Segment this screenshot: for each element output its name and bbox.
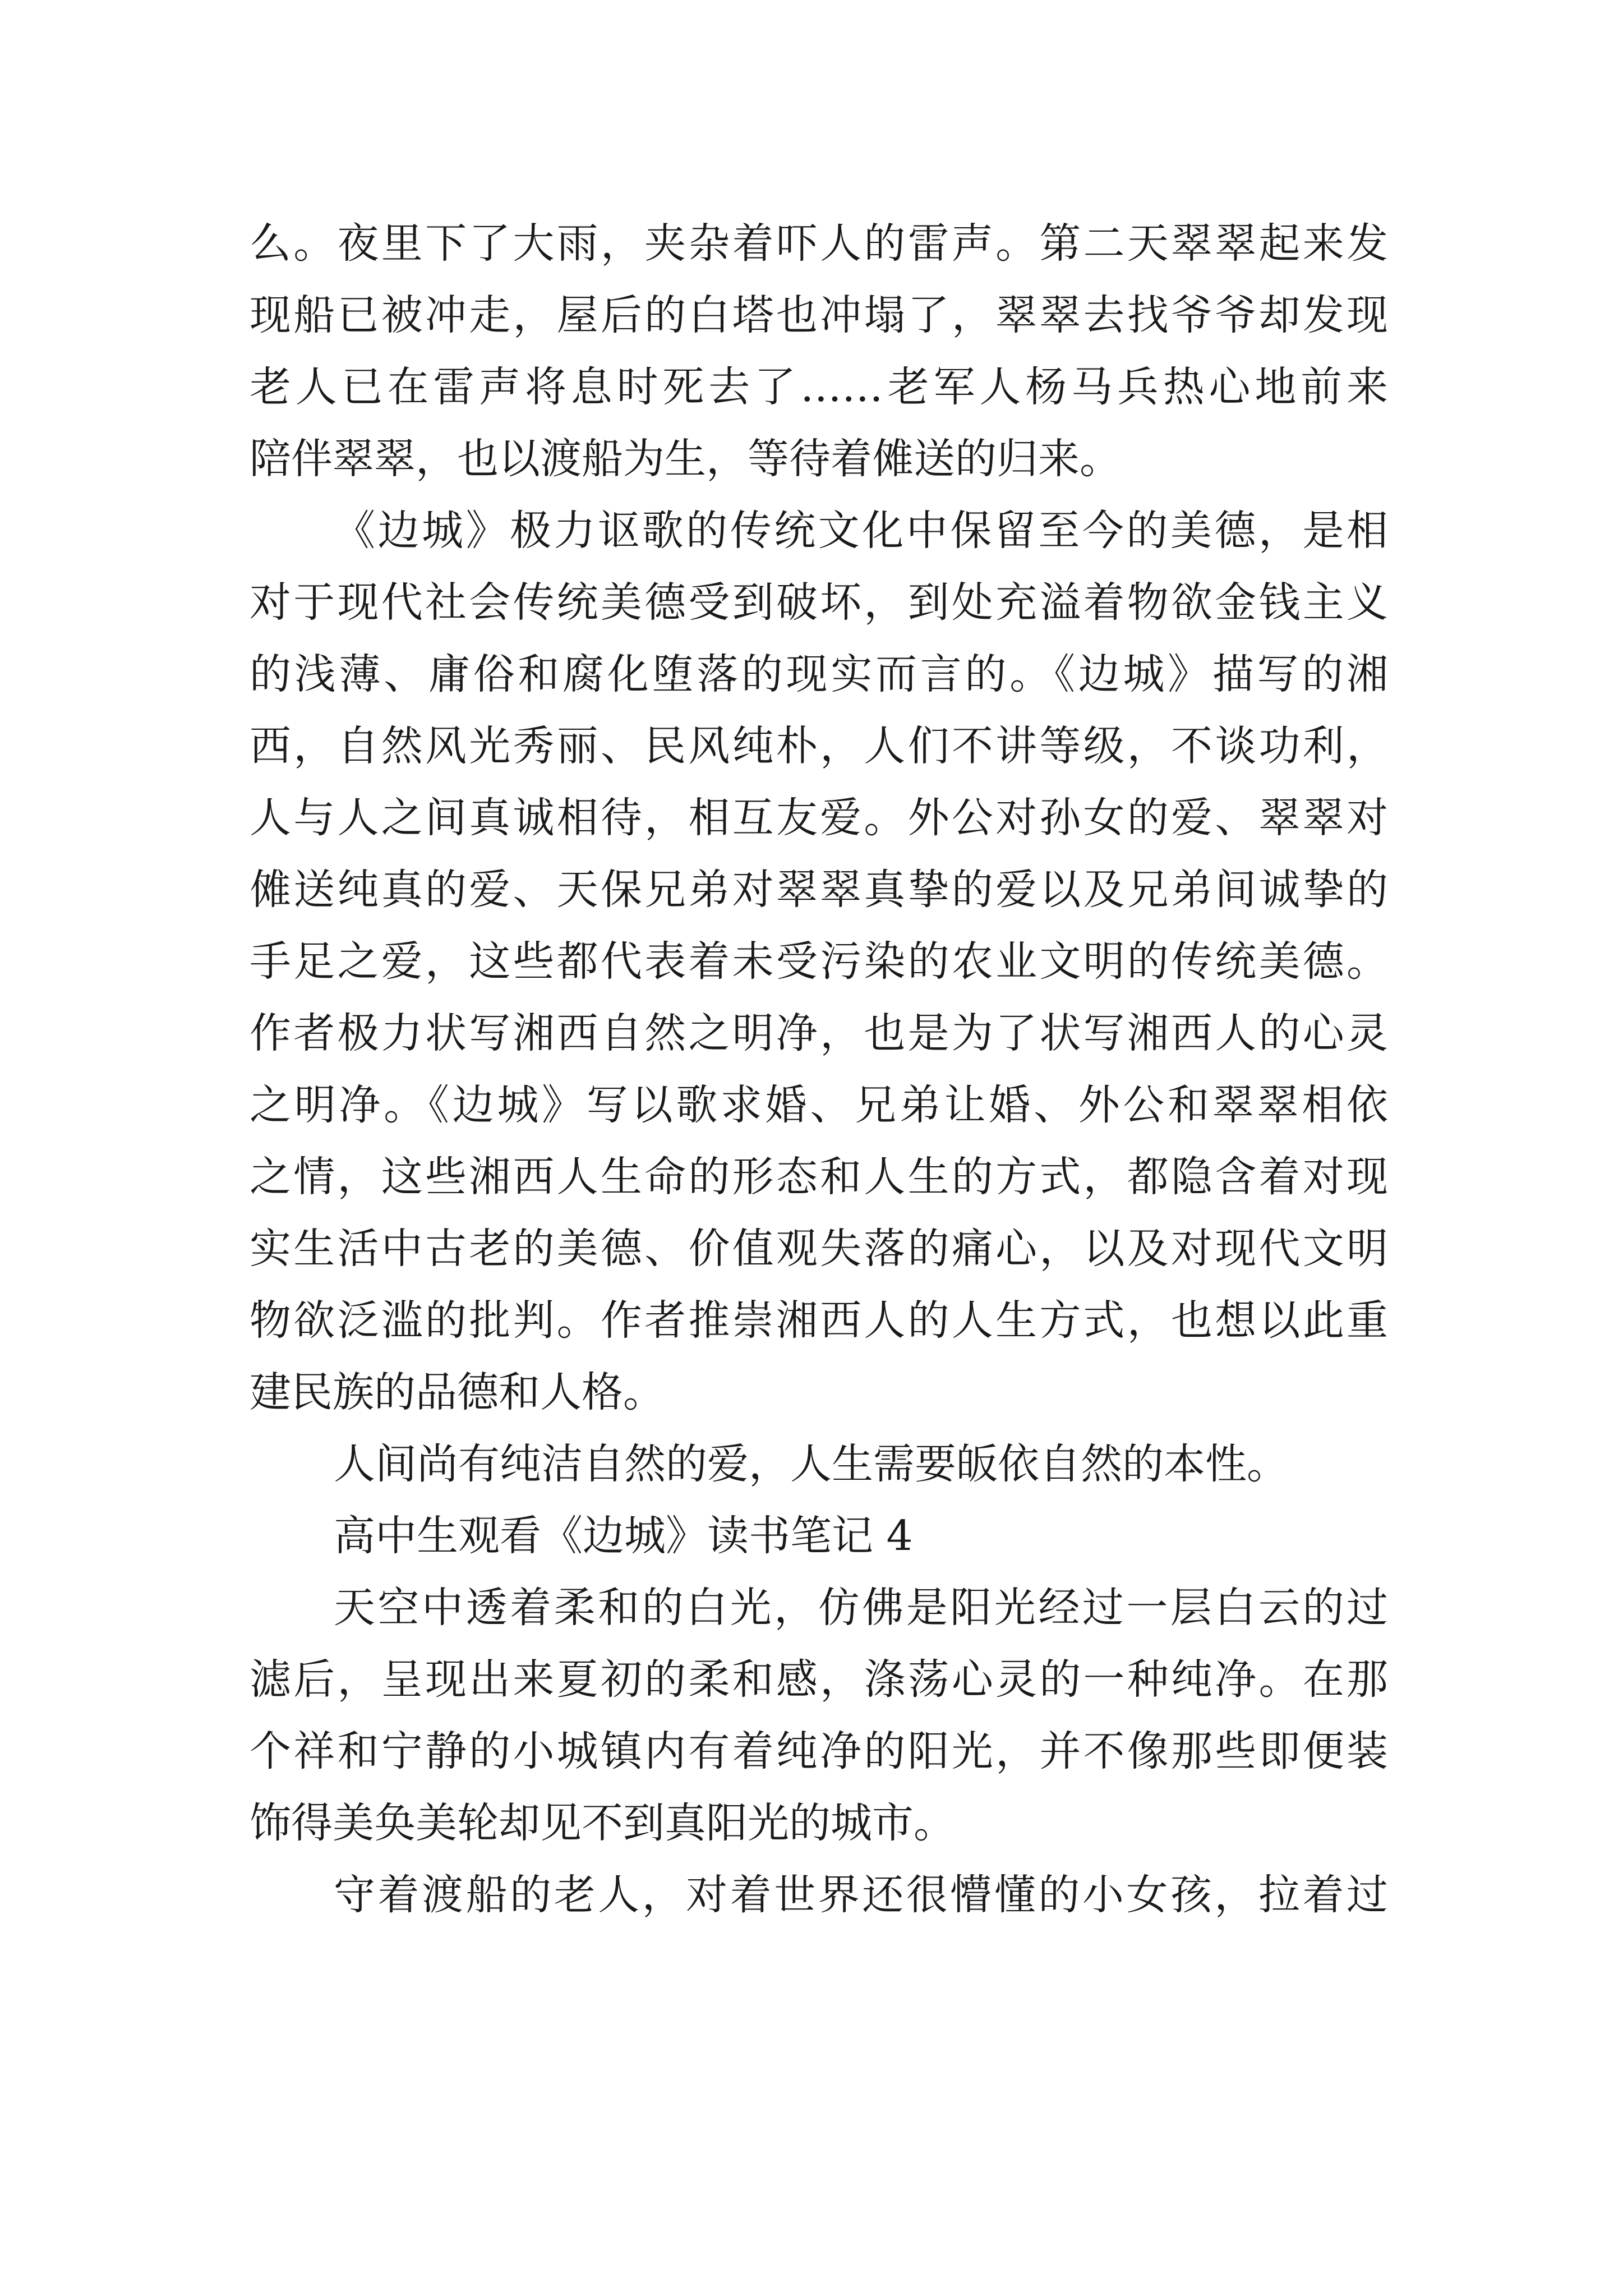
text-line-16: 物欲泛滥的批判。作者推崇湘西人的人生方式，也想以此重 — [250, 1296, 1388, 1345]
text-line-23: 饰得美奂美轮却见不到真阳光的城市。 — [250, 1799, 955, 1847]
text-line-5: 《边城》极力讴歌的传统文化中保留至今的美德，是相 — [334, 507, 1388, 555]
text-line-12: 作者极力状写湘西自然之明净，也是为了状写湘西人的心灵 — [250, 1009, 1388, 1057]
text-line-18: 人间尚有纯洁自然的爱，人生需要皈依自然的本性。 — [334, 1440, 1288, 1488]
text-line-24: 守着渡船的老人，对着世界还很懵懂的小女孩，拉着过 — [334, 1871, 1388, 1919]
text-line-10: 傩送纯真的爱、天保兄弟对翠翠真挚的爱以及兄弟间诚挚的 — [250, 866, 1388, 914]
text-line-13: 之明净。《边城》写以歌求婚、兄弟让婚、外公和翠翠相依 — [250, 1081, 1388, 1129]
text-line-11: 手足之爱，这些都代表着未受污染的农业文明的传统美德。 — [250, 937, 1388, 986]
text-line-22: 个祥和宁静的小城镇内有着纯净的阳光，并不像那些即便装 — [250, 1727, 1388, 1775]
text-line-1: 么。夜里下了大雨，夹杂着吓人的雷声。第二天翠翠起来发 — [250, 219, 1388, 268]
text-line-21: 滤后，呈现出来夏初的柔和感，涤荡心灵的一种纯净。在那 — [250, 1655, 1388, 1704]
text-line-20: 天空中透着柔和的白光，仿佛是阳光经过一层白云的过 — [334, 1584, 1388, 1632]
section-heading: 高中生观看《边城》读书笔记 4 — [334, 1512, 913, 1560]
text-line-3: 老人已在雷声将息时死去了……老军人杨马兵热心地前来 — [250, 363, 1388, 411]
text-line-9: 人与人之间真诚相待，相互友爱。外公对孙女的爱、翠翠对 — [250, 794, 1388, 842]
text-line-6: 对于现代社会传统美德受到破坏，到处充溢着物欲金钱主义 — [250, 578, 1388, 627]
text-line-4: 陪伴翠翠，也以渡船为生，等待着傩送的归来。 — [250, 435, 1121, 483]
text-line-15: 实生活中古老的美德、价值观失落的痛心，以及对现代文明 — [250, 1225, 1388, 1273]
text-line-8: 西，自然风光秀丽、民风纯朴，人们不讲等级，不谈功利， — [250, 722, 1388, 770]
document-body — [250, 208, 1388, 1931]
text-line-17: 建民族的品德和人格。 — [250, 1368, 665, 1416]
text-line-2: 现船已被冲走，屋后的白塔也冲塌了，翠翠去找爷爷却发现 — [250, 291, 1388, 339]
text-line-7: 的浅薄、庸俗和腐化堕落的现实而言的。《边城》描写的湘 — [250, 650, 1388, 698]
text-line-14: 之情，这些湘西人生命的形态和人生的方式，都隐含着对现 — [250, 1153, 1388, 1201]
